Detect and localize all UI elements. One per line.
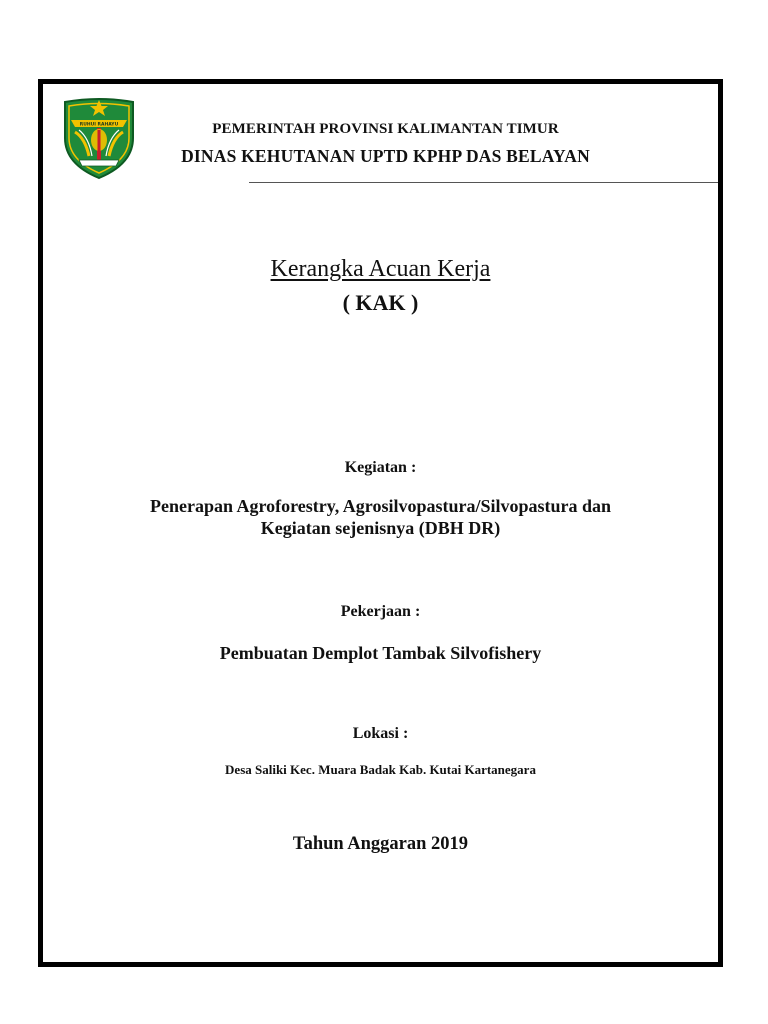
document-title: Kerangka Acuan Kerja xyxy=(270,256,491,282)
document-subtitle: ( KAK ) xyxy=(342,290,419,315)
pekerjaan-value: Pembuatan Demplot Tambak Silvofishery xyxy=(219,643,542,663)
lokasi-value: Desa Saliki Kec. Muara Badak Kab. Kutai Kartanegara xyxy=(225,762,536,777)
letterhead xyxy=(43,84,718,184)
header-divider xyxy=(249,182,718,183)
kegiatan-value xyxy=(43,495,718,539)
lokasi-label: Lokasi : xyxy=(352,725,409,742)
kegiatan-line-1: Penerapan Agroforestry, Agrosilvopastura/Silvopastura dan xyxy=(149,496,612,516)
document-page xyxy=(38,79,723,967)
kegiatan-line-2: Kegiatan sejenisnya (DBH DR) xyxy=(260,518,501,538)
svg-text:RUHUI RAHAYU: RUHUI RAHAYU xyxy=(79,122,119,128)
province-name: PEMERINTAH PROVINSI KALIMANTAN TIMUR xyxy=(212,121,559,137)
kegiatan-label: Kegiatan : xyxy=(344,459,417,476)
fiscal-year: Tahun Anggaran 2019 xyxy=(292,834,469,854)
kalimantan-timur-emblem-icon xyxy=(59,94,139,180)
pekerjaan-label: Pekerjaan : xyxy=(340,603,421,620)
agency-name: DINAS KEHUTANAN UPTD KPHP DAS BELAYAN xyxy=(181,146,590,166)
